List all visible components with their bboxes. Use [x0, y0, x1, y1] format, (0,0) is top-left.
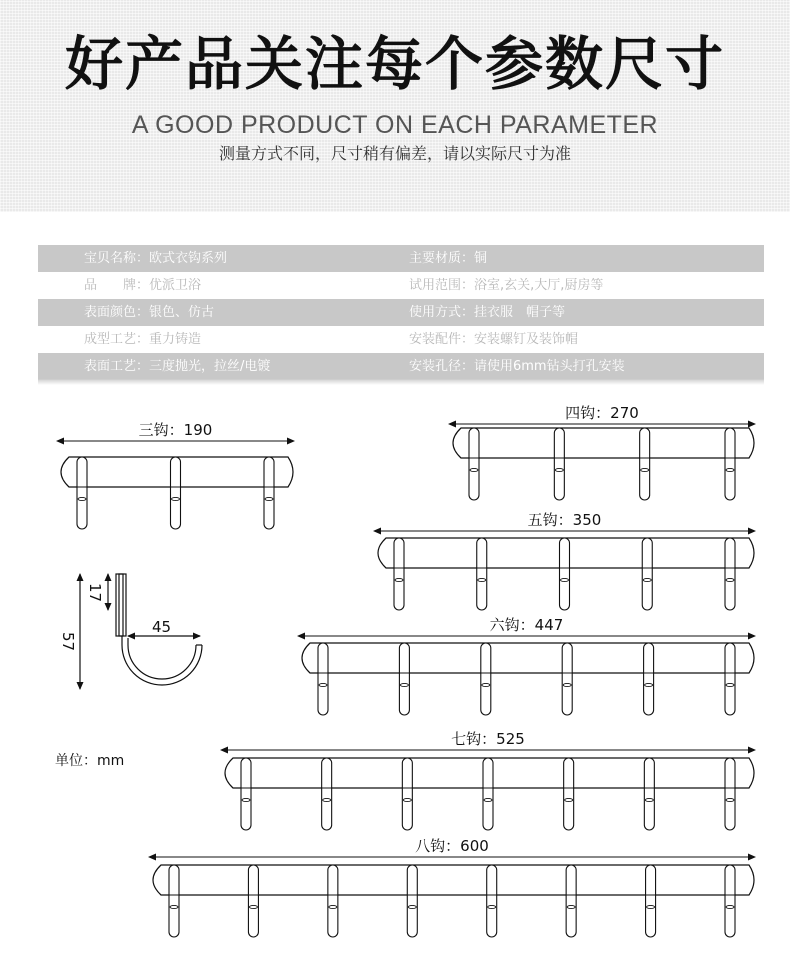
spec-left: 成型工艺：重力铸造: [84, 332, 202, 347]
hook-curve-inner: [128, 638, 196, 679]
rack-5-hooks: [374, 531, 755, 610]
rack-bar: [302, 643, 754, 673]
spec-right: 安装配件：安装螺钉及装饰帽: [409, 332, 579, 347]
rack-label: 七钩：525: [451, 730, 525, 748]
rack-label: 八钩：600: [415, 837, 489, 855]
hook-post: [481, 643, 491, 715]
hook-post: [483, 758, 493, 830]
hook-post: [169, 865, 179, 937]
hook-post: [322, 758, 332, 830]
hook-post: [487, 865, 497, 937]
spec-right: 安装孔径：请使用6mm钻头打孔安装: [409, 359, 625, 374]
unit-label: 单位：mm: [55, 753, 125, 769]
hook-post: [318, 643, 328, 715]
measurement-note: 测量方式不同，尺寸稍有偏差，请以实际尺寸为准: [218, 144, 571, 163]
hook-post: [264, 457, 274, 529]
dim-height-total-label: 57: [59, 632, 77, 652]
spec-right: 试用范围：浴室,玄关,大厅,厨房等: [409, 278, 604, 293]
hook-post: [644, 758, 654, 830]
dim-depth-label: 45: [152, 618, 172, 636]
hook-post: [477, 538, 487, 610]
hook-post: [646, 865, 656, 937]
dim-height-top-label: 17: [86, 583, 104, 603]
hook-post: [566, 865, 576, 937]
rack-7-hooks: [221, 750, 755, 830]
hook-post: [725, 538, 735, 610]
hook-post: [241, 758, 251, 830]
rack-8-hooks: [149, 857, 755, 937]
hook-post: [564, 758, 574, 830]
spec-right: 使用方式：挂衣服 帽子等: [409, 305, 566, 320]
hook-post: [640, 428, 650, 500]
hook-post: [642, 538, 652, 610]
hook-post: [399, 643, 409, 715]
rack-bar: [453, 428, 754, 458]
rack-6-hooks: [298, 636, 755, 715]
spec-left: 宝贝名称：欧式衣钩系列: [84, 251, 228, 266]
spec-left: 品 牌：优派卫浴: [84, 278, 202, 293]
hook-post: [171, 457, 181, 529]
hook-post: [725, 428, 735, 500]
hook-post: [560, 538, 570, 610]
page-subtitle: A GOOD PRODUCT ON EACH PARAMETER: [131, 111, 659, 139]
hook-post: [407, 865, 417, 937]
hook-post: [77, 457, 87, 529]
hook-post: [562, 643, 572, 715]
hook-post: [725, 643, 735, 715]
spec-right: 主要材质：铜: [409, 251, 488, 266]
rack-label: 六钩：447: [489, 616, 564, 634]
hook-post: [402, 758, 412, 830]
page-title: 好产品关注每个参数尺寸: [64, 30, 725, 98]
hook-post: [394, 538, 404, 610]
rack-label: 三钩：190: [138, 421, 213, 439]
rack-3-hooks: [57, 441, 294, 529]
hook-post: [248, 865, 258, 937]
hook-post: [554, 428, 564, 500]
rack-bar: [153, 865, 754, 895]
hook-base-plate: [116, 574, 126, 636]
hook-post: [328, 865, 338, 937]
rack-label: 四钩：270: [565, 404, 639, 422]
rack-label: 五钩：350: [527, 511, 602, 529]
hook-post: [725, 758, 735, 830]
hook-post: [469, 428, 479, 500]
hook-post: [644, 643, 654, 715]
spec-left: 表面工艺：三度抛光，拉丝/电镀: [84, 359, 271, 374]
hook-curve-outer: [122, 636, 202, 685]
rack-4-hooks: [449, 424, 755, 500]
spec-left: 表面颜色：银色、仿古: [84, 305, 215, 320]
hook-post: [725, 865, 735, 937]
